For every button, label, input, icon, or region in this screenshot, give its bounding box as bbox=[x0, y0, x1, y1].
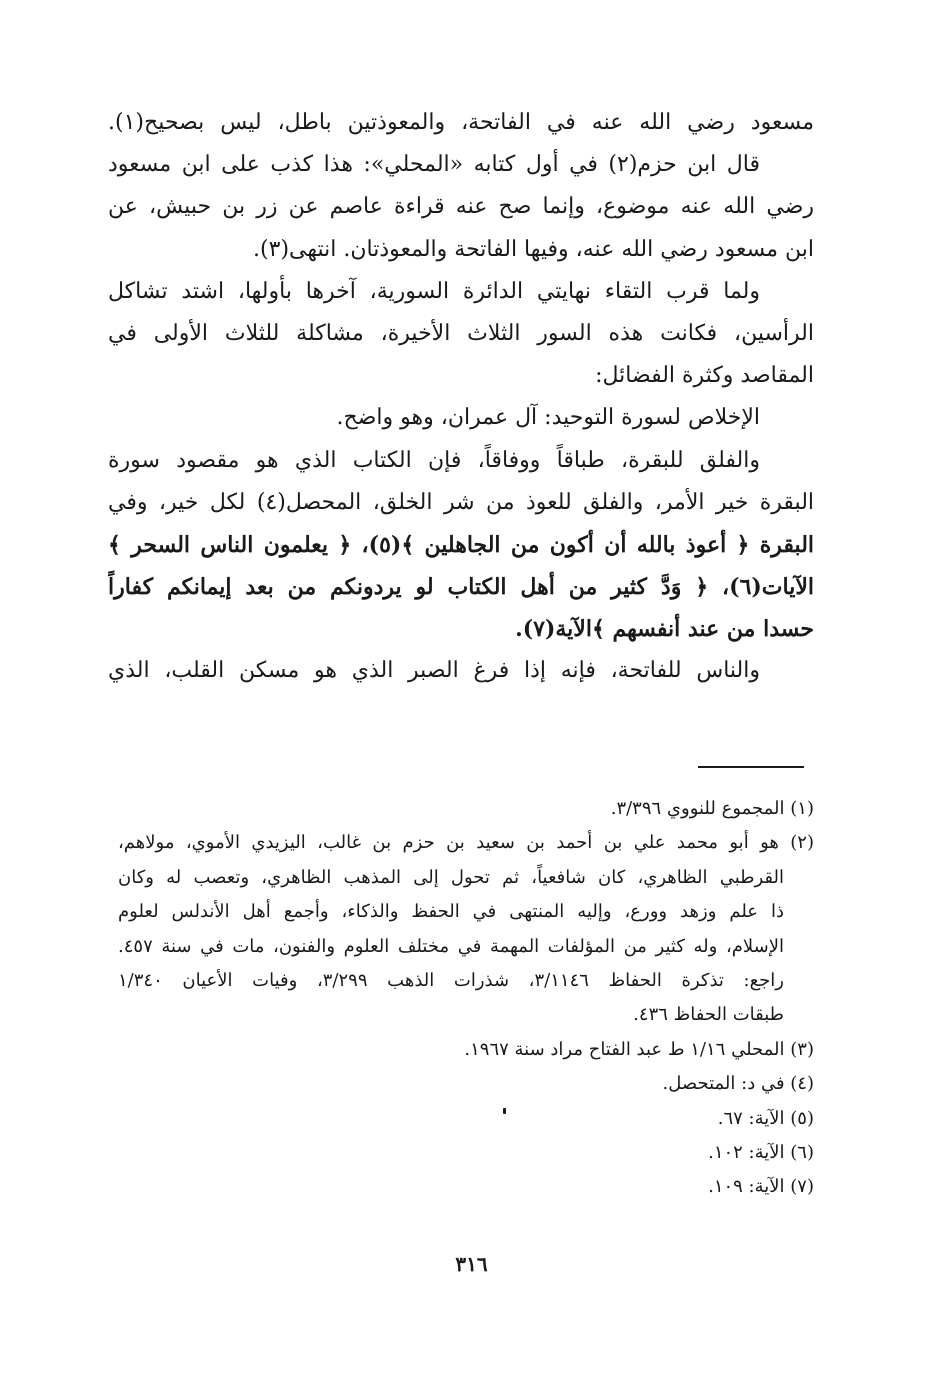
text-line: والناس للفاتحة، فإنه إذا فرغ الصبر الذي هو مسكن القلب، الذي bbox=[108, 658, 760, 684]
page-number: ٣١٦ bbox=[455, 1252, 488, 1276]
text-line: حسدا من عند أنفسهم ﴾الآية(٧). bbox=[515, 616, 814, 643]
text-line: ابن مسعود رضي الله عنه، وفيها الفاتحة والمعوذتان. انتهى(٣). bbox=[253, 236, 814, 262]
footnotes bbox=[118, 792, 814, 1205]
text-line: البقرة ﴿ أعوذ بالله أن أكون من الجاهلين ﴾(٥)، ﴿ يعلمون الناس السحر ﴾ bbox=[108, 531, 814, 558]
text-line: الإخلاص لسورة التوحيد: آل عمران، وهو واضح. bbox=[336, 405, 760, 431]
footnote-line: (١) المجموع للنووي ٣/٣٩٦. bbox=[610, 798, 814, 819]
footnote-line: طبقات الحفاظ ٤٣٦. bbox=[633, 1004, 784, 1026]
text-line: مسعود رضي الله عنه في الفاتحة، والمعوذتين باطل، ليس بصحيح(١). bbox=[108, 110, 814, 135]
footnote-line: (٧) الآية: ١٠٩. bbox=[708, 1176, 814, 1198]
ink-mark bbox=[503, 1108, 506, 1114]
footnote-line: راجع: تذكرة الحفاظ ٣/١١٤٦، شذرات الذهب ٣/٢٩٩، وفيات الأعيان ١/٣٤٠ bbox=[118, 969, 784, 991]
footnote-line: (٣) المحلي ١/١٦ ط عبد الفتاح مراد سنة ١٩٦٧. bbox=[464, 1038, 814, 1060]
footnote-line: ذا علم وزهد وورع، وإليه المنتهى في الحفظ والذكاء، وأجمع أهل الأندلس لعلوم bbox=[118, 901, 784, 923]
text-line: الرأسين، فكانت هذه السور الثلاث الأخيرة، مشاكلة للثلاث الأولى في bbox=[108, 320, 814, 346]
text-line: المقاصد وكثرة الفضائل: bbox=[595, 363, 814, 389]
footnote-line: (٢) هو أبو محمد علي بن أحمد بن سعيد بن حزم بن غالب، اليزيدي الأموي، مولاهم، bbox=[118, 832, 814, 854]
text-line: والفلق للبقرة، طباقاً ووفاقاً، فإن الكتاب الذي هو مقصود سورة bbox=[108, 447, 760, 473]
footnote-line: (٥) الآية: ٦٧. bbox=[717, 1107, 814, 1129]
text-line: قال ابن حزم(٢) في أول كتابه «المحلي»: هذا كذب على ابن مسعود bbox=[108, 152, 760, 178]
footnote-line: القرطبي الظاهري، كان شافعياً، ثم تحول إلى المذهب الظاهري، وتعصب له وكان bbox=[118, 866, 784, 888]
text-line: الآيات(٦)، ﴿ وَدَّ كثير من أهل الكتاب لو يردونكم من بعد إيمانكم كفاراً bbox=[108, 574, 814, 601]
text-line: رضي الله عنه موضوع، وإنما صح عنه قراءة عاصم عن زر بن حبيش، عن bbox=[108, 194, 814, 220]
main-text bbox=[108, 102, 814, 693]
text-line: البقرة خير الأمر، والفلق للعوذ من شر الخلق، المحصل(٤) لكل خير، وفي bbox=[108, 489, 814, 515]
footnote-line: (٦) الآية: ١٠٢. bbox=[708, 1141, 814, 1163]
text-line: ولما قرب التقاء نهايتي الدائرة السورية، آخرها بأولها، اشتد تشاكل bbox=[108, 278, 760, 304]
footnote-line: (٤) في د: المتحصل. bbox=[662, 1073, 814, 1095]
footnote-separator bbox=[698, 766, 804, 768]
footnote-line: الإسلام، وله كثير من المؤلفات المهمة في مختلف العلوم والفنون، مات في سنة ٤٥٧. bbox=[118, 935, 784, 957]
